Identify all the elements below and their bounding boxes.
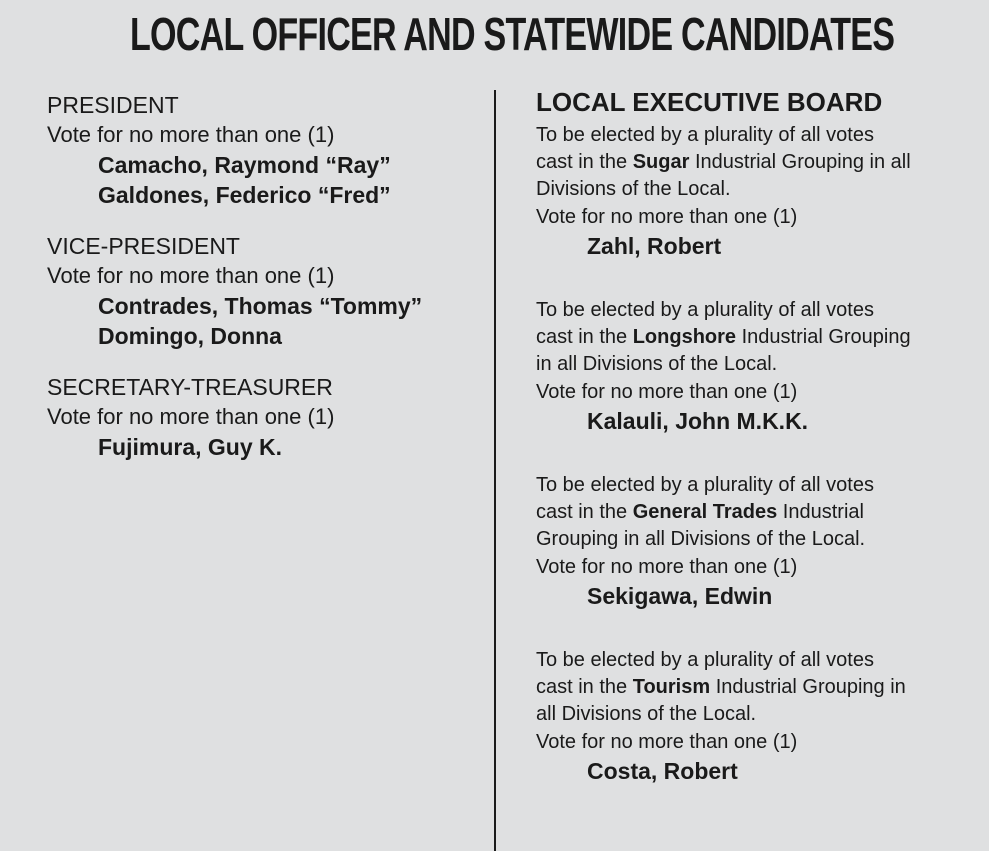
grouping-description-line [536, 674, 976, 701]
executive-board-column [536, 86, 976, 822]
candidate-name: Domingo, Donna [98, 323, 282, 349]
board-grouping [536, 647, 976, 786]
board-grouping [536, 472, 976, 611]
grouping-description-line [536, 701, 976, 728]
vote-instruction: Vote for no more than one (1) [47, 404, 335, 429]
description-text: Industrial [777, 501, 864, 523]
vote-instruction: Vote for no more than one (1) [536, 381, 798, 403]
candidate-name: Sekigawa, Edwin [587, 583, 773, 609]
grouping-description-line [536, 297, 976, 324]
column-divider [494, 90, 496, 851]
grouping-description-line [536, 122, 976, 149]
candidate-name: Fujimura, Guy K. [98, 434, 283, 460]
description-text: Grouping in all Divisions of the Local. [536, 528, 866, 550]
board-grouping [536, 297, 976, 436]
industrial-grouping-name: General Trades [632, 501, 778, 523]
description-text: cast in the [536, 326, 633, 348]
vote-instruction: Vote for no more than one (1) [47, 263, 335, 288]
candidate-name: Costa, Robert [587, 758, 738, 784]
grouping-description-line [536, 499, 976, 526]
vote-instruction: Vote for no more than one (1) [536, 731, 798, 753]
candidate-name: Zahl, Robert [587, 233, 722, 259]
office-president [47, 90, 477, 210]
candidate-name: Galdones, Federico “Fred” [98, 182, 391, 208]
page-title: LOCAL OFFICER AND STATEWIDE CANDIDATES [130, 8, 895, 60]
vote-instruction: Vote for no more than one (1) [47, 122, 335, 147]
description-text: all Divisions of the Local. [536, 703, 757, 725]
board-title: LOCAL EXECUTIVE BOARD [536, 87, 883, 117]
description-text: cast in the [536, 151, 633, 173]
description-text: in all Divisions of the Local. [536, 353, 778, 375]
grouping-description-line [536, 324, 976, 351]
description-text: Industrial Grouping in all [689, 151, 911, 173]
candidate-name: Contrades, Thomas “Tommy” [98, 293, 423, 319]
vote-instruction: Vote for no more than one (1) [536, 206, 798, 228]
industrial-grouping-name: Longshore [632, 326, 737, 348]
local-officers-column [47, 90, 477, 483]
grouping-description-line [536, 149, 976, 176]
board-grouping [536, 122, 976, 261]
grouping-description-line [536, 526, 976, 553]
grouping-description-line [536, 351, 976, 378]
vote-instruction: Vote for no more than one (1) [536, 556, 798, 578]
office-vice-president [47, 231, 477, 351]
description-text: cast in the [536, 501, 633, 523]
description-text: To be elected by a plurality of all votes [536, 299, 874, 321]
industrial-grouping-name: Tourism [632, 676, 711, 698]
description-text: To be elected by a plurality of all votes [536, 649, 874, 671]
description-text: To be elected by a plurality of all votes [536, 124, 874, 146]
grouping-description-line [536, 472, 976, 499]
description-text: Divisions of the Local. [536, 178, 731, 200]
board-groupings [536, 122, 976, 786]
office-title: VICE-PRESIDENT [47, 233, 240, 259]
description-text: cast in the [536, 676, 633, 698]
description-text: Industrial Grouping [736, 326, 911, 348]
description-text: To be elected by a plurality of all votes [536, 474, 874, 496]
grouping-description-line [536, 647, 976, 674]
candidate-name: Camacho, Raymond “Ray” [98, 152, 391, 178]
industrial-grouping-name: Sugar [632, 151, 690, 173]
candidate-name: Kalauli, John M.K.K. [587, 408, 809, 434]
office-secretary-treasurer [47, 372, 477, 462]
office-title: PRESIDENT [47, 92, 179, 118]
description-text: Industrial Grouping in [710, 676, 906, 698]
office-title: SECRETARY-TREASURER [47, 374, 333, 400]
grouping-description-line [536, 176, 976, 203]
